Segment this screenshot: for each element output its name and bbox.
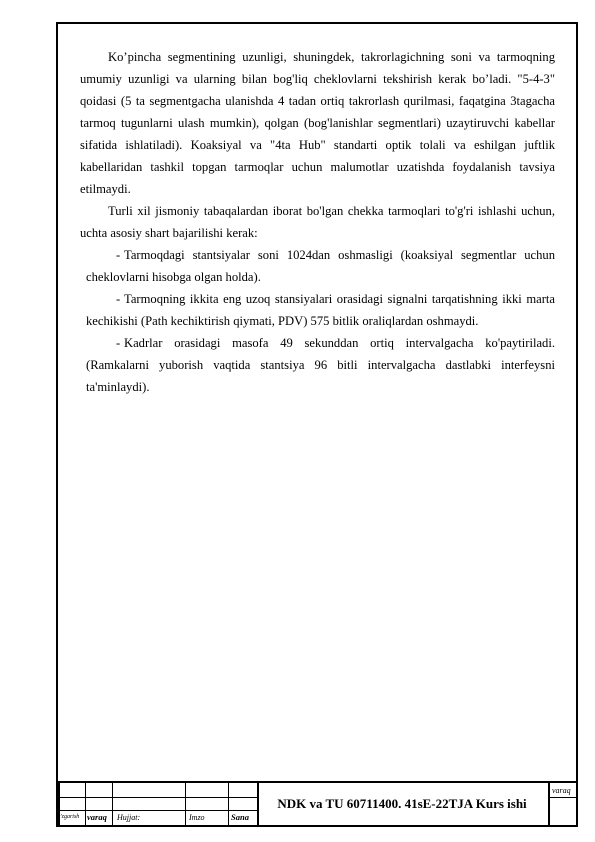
paragraph-1: Ko’pincha segmentining uzunligi, shuningdek, takrorlagichning soni va tarmoqning umumiy uzunligi va ularning bilan bog'liq cheklovlarni tekshirish kerak bo’ladi. "5-4-3" qoidasi (5 ta segmentgacha ulanishda 4 tadan ortiq takrorlash qurilmasi, faqatgina 3tagacha tarmoq tugunlarni ulash mumkin), qolgan (bog'lanishlar segmentlari) uzaytiruvchi kabellar sifatida ishlatiladi). Koaksiyal va "4ta Hub" standarti optik tolali va eshilgan juftlik kabellaridan tashkil topgan tarmoqlar uchun malumotlar uzatishda foydalanish tavsiya etilmaydi. bbox=[80, 50, 555, 196]
page-frame bbox=[56, 22, 578, 827]
list-dash: - bbox=[116, 248, 121, 262]
stamp-label-imzo: Imzo bbox=[189, 813, 205, 822]
stamp-label-sana: Sana bbox=[231, 812, 249, 822]
stamp-col-line bbox=[548, 783, 550, 825]
stamp-label-varaq: varaq bbox=[87, 812, 107, 822]
list-item-text: Tarmoqning ikkita eng uzoq stansiyalari orasidagi signalni tarqatishning ikki marta kechikishi (Path kechiktirish qiymati, PDV) 575 bitlik oraliqlardan oshmaydi. bbox=[86, 292, 555, 328]
stamp-row-line bbox=[548, 797, 576, 798]
sheet-label: varaq bbox=[552, 786, 571, 795]
list-dash: - bbox=[116, 292, 121, 306]
stamp-col-line bbox=[228, 783, 229, 825]
list-item bbox=[80, 288, 555, 332]
stamp-col-line bbox=[85, 783, 86, 825]
stamp-col-line bbox=[112, 783, 113, 825]
document-body bbox=[80, 46, 555, 398]
document-code-title: NDK va TU 60711400. 41sE-22TJA Kurs ishi bbox=[277, 796, 527, 811]
list-item bbox=[80, 244, 555, 288]
title-block bbox=[58, 781, 576, 825]
stamp-col-line bbox=[185, 783, 186, 825]
paragraph-2: Turli xil jismoniy tabaqalardan iborat bo'lgan chekka tarmoqlari to'g'ri ishlashi uchun, uchta asosiy shart bajarilishi kerak: bbox=[80, 204, 555, 240]
stamp-label-hujjat: Hujjat: bbox=[117, 813, 141, 822]
list-item-text: Kadrlar orasidagi masofa 49 sekunddan ortiq intervalgacha ko'paytiriladi. (Ramkalarni yuborish vaqtida stantsiya 96 bitli intervalgacha dastlabki interfeysni ta'minlaydi). bbox=[86, 336, 555, 394]
list-item-text: Tarmoqdagi stantsiyalar soni 1024dan oshmasligi (koaksiyal segmentlar uchun cheklovlarni hisobga olgan holda). bbox=[86, 248, 555, 284]
list-item bbox=[80, 332, 555, 398]
stamp-label-ozgarish: O'zgarish bbox=[56, 814, 80, 820]
list-dash: - bbox=[116, 336, 121, 350]
